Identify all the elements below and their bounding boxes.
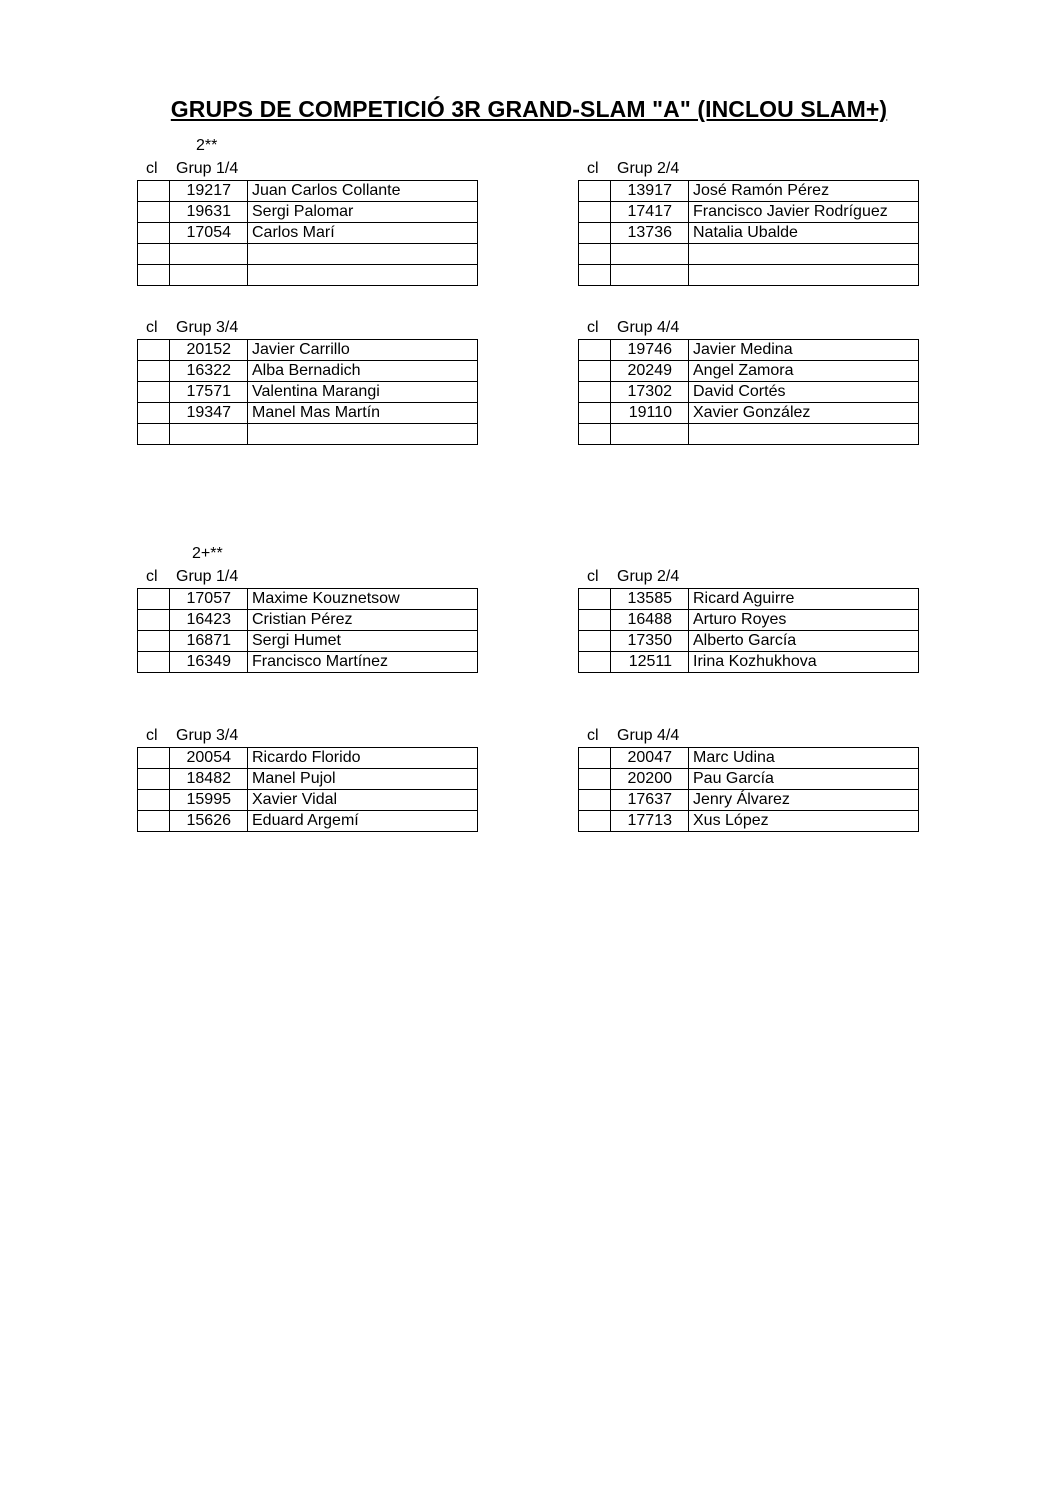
group-rows (137, 180, 478, 286)
group-name: Grup 2/4 (617, 568, 680, 585)
table-row (138, 181, 478, 202)
player-name: Francisco Javier Rodríguez (689, 202, 919, 223)
group-table (137, 566, 479, 673)
cl-cell (138, 403, 170, 424)
table-row (138, 790, 478, 811)
player-id: 13917 (611, 181, 689, 202)
player-name: Valentina Marangi (248, 382, 478, 403)
cl-cell (579, 361, 611, 382)
table-row (579, 202, 919, 223)
cl-cell (579, 631, 611, 652)
player-id: 16871 (170, 631, 248, 652)
cl-cell (138, 424, 170, 445)
player-id: 19746 (611, 340, 689, 361)
cl-cell (579, 811, 611, 832)
player-name: Alba Bernadich (248, 361, 478, 382)
group-rows (137, 339, 478, 445)
cl-cell (138, 589, 170, 610)
player-id: 19631 (170, 202, 248, 223)
group-name: Grup 4/4 (617, 319, 680, 336)
player-name (689, 424, 919, 445)
table-row (579, 652, 919, 673)
player-id: 15626 (170, 811, 248, 832)
group-table (137, 158, 479, 286)
player-name: Francisco Martínez (248, 652, 478, 673)
group-rows (578, 180, 919, 286)
player-id (170, 265, 248, 286)
cl-cell (138, 631, 170, 652)
cl-header: cl (587, 568, 599, 585)
player-id: 20200 (611, 769, 689, 790)
player-name: David Cortés (689, 382, 919, 403)
cl-cell (579, 265, 611, 286)
player-name: Arturo Royes (689, 610, 919, 631)
cl-cell (138, 748, 170, 769)
cl-cell (579, 340, 611, 361)
group-rows (578, 339, 919, 445)
player-name: José Ramón Pérez (689, 181, 919, 202)
cl-cell (138, 361, 170, 382)
cl-cell (579, 769, 611, 790)
player-id: 17637 (611, 790, 689, 811)
player-name: Natalia Ubalde (689, 223, 919, 244)
player-name: Manel Pujol (248, 769, 478, 790)
table-row (579, 589, 919, 610)
cl-cell (579, 244, 611, 265)
player-name: Maxime Kouznetsow (248, 589, 478, 610)
player-id: 20047 (611, 748, 689, 769)
cl-cell (579, 610, 611, 631)
group-name: Grup 3/4 (176, 727, 239, 744)
table-row (138, 424, 478, 445)
player-name: Carlos Marí (248, 223, 478, 244)
player-id: 13736 (611, 223, 689, 244)
player-id: 17713 (611, 811, 689, 832)
cl-cell (579, 652, 611, 673)
cl-cell (579, 589, 611, 610)
cl-cell (579, 403, 611, 424)
player-id: 19217 (170, 181, 248, 202)
cl-header: cl (587, 319, 599, 336)
group-name: Grup 4/4 (617, 727, 680, 744)
player-name: Xavier González (689, 403, 919, 424)
cl-cell (138, 382, 170, 403)
cl-header: cl (146, 727, 158, 744)
player-id: 17057 (170, 589, 248, 610)
table-row (138, 202, 478, 223)
player-name: Angel Zamora (689, 361, 919, 382)
table-row (579, 340, 919, 361)
group-name: Grup 2/4 (617, 160, 680, 177)
cl-cell (579, 790, 611, 811)
table-row (579, 403, 919, 424)
player-id: 16423 (170, 610, 248, 631)
cl-cell (138, 202, 170, 223)
table-row (579, 769, 919, 790)
table-row (138, 610, 478, 631)
table-row (579, 181, 919, 202)
player-id (170, 244, 248, 265)
table-row (138, 811, 478, 832)
player-name: Juan Carlos Collante (248, 181, 478, 202)
cl-cell (579, 202, 611, 223)
table-row (579, 265, 919, 286)
table-row (138, 652, 478, 673)
section-label: 2** (196, 137, 218, 154)
player-id: 17302 (611, 382, 689, 403)
player-id: 16488 (611, 610, 689, 631)
cl-header: cl (146, 319, 158, 336)
player-name: Irina Kozhukhova (689, 652, 919, 673)
table-row (138, 265, 478, 286)
cl-cell (138, 610, 170, 631)
group-rows (137, 747, 478, 832)
table-row (579, 748, 919, 769)
player-name (689, 244, 919, 265)
player-name (248, 265, 478, 286)
table-row (138, 769, 478, 790)
player-id: 20152 (170, 340, 248, 361)
cl-cell (579, 223, 611, 244)
table-row (138, 403, 478, 424)
cl-header: cl (587, 160, 599, 177)
player-name: Marc Udina (689, 748, 919, 769)
player-id: 17571 (170, 382, 248, 403)
cl-cell (579, 382, 611, 403)
group-table (578, 725, 920, 832)
group-rows (578, 747, 919, 832)
cl-cell (138, 181, 170, 202)
cl-cell (138, 223, 170, 244)
cl-cell (138, 652, 170, 673)
table-row (138, 382, 478, 403)
table-row (579, 811, 919, 832)
table-row (579, 631, 919, 652)
player-id: 13585 (611, 589, 689, 610)
group-table (137, 317, 479, 445)
table-row (579, 382, 919, 403)
group-name: Grup 3/4 (176, 319, 239, 336)
cl-cell (138, 244, 170, 265)
player-name: Manel Mas Martín (248, 403, 478, 424)
cl-cell (138, 790, 170, 811)
player-id: 15995 (170, 790, 248, 811)
cl-cell (579, 424, 611, 445)
player-id: 17417 (611, 202, 689, 223)
player-id: 20249 (611, 361, 689, 382)
group-table (578, 158, 920, 286)
player-name: Javier Medina (689, 340, 919, 361)
table-row (579, 244, 919, 265)
table-row (138, 748, 478, 769)
player-id: 17054 (170, 223, 248, 244)
table-row (138, 340, 478, 361)
player-id: 16322 (170, 361, 248, 382)
player-name: Eduard Argemí (248, 811, 478, 832)
player-id: 19347 (170, 403, 248, 424)
cl-cell (138, 769, 170, 790)
table-row (138, 223, 478, 244)
table-row (138, 361, 478, 382)
player-id (611, 244, 689, 265)
cl-cell (138, 811, 170, 832)
table-row (579, 790, 919, 811)
table-row (579, 424, 919, 445)
table-row (138, 589, 478, 610)
table-row (579, 610, 919, 631)
player-name: Xus López (689, 811, 919, 832)
player-name (248, 424, 478, 445)
cl-cell (579, 748, 611, 769)
cl-cell (138, 340, 170, 361)
player-id: 12511 (611, 652, 689, 673)
table-row (579, 361, 919, 382)
player-id: 16349 (170, 652, 248, 673)
group-name: Grup 1/4 (176, 160, 239, 177)
table-row (579, 223, 919, 244)
group-table (578, 317, 920, 445)
player-id (170, 424, 248, 445)
player-name (689, 265, 919, 286)
page-title: GRUPS DE COMPETICIÓ 3R GRAND-SLAM "A" (INCLOU SLAM+) (170, 96, 888, 122)
group-table (578, 566, 920, 673)
player-name: Javier Carrillo (248, 340, 478, 361)
player-name: Ricard Aguirre (689, 589, 919, 610)
player-name: Sergi Palomar (248, 202, 478, 223)
player-id: 17350 (611, 631, 689, 652)
cl-cell (579, 181, 611, 202)
table-row (138, 631, 478, 652)
player-id (611, 424, 689, 445)
cl-header: cl (146, 568, 158, 585)
section-label: 2+** (192, 545, 223, 562)
player-name: Pau García (689, 769, 919, 790)
player-name: Sergi Humet (248, 631, 478, 652)
player-name: Cristian Pérez (248, 610, 478, 631)
table-row (138, 244, 478, 265)
player-name: Jenry Álvarez (689, 790, 919, 811)
cl-header: cl (146, 160, 158, 177)
player-name: Xavier Vidal (248, 790, 478, 811)
player-name: Ricardo Florido (248, 748, 478, 769)
player-id: 18482 (170, 769, 248, 790)
player-name: Alberto García (689, 631, 919, 652)
cl-cell (138, 265, 170, 286)
player-id (611, 265, 689, 286)
group-rows (578, 588, 919, 673)
player-id: 19110 (611, 403, 689, 424)
player-id: 20054 (170, 748, 248, 769)
player-name (248, 244, 478, 265)
cl-header: cl (587, 727, 599, 744)
group-name: Grup 1/4 (176, 568, 239, 585)
group-rows (137, 588, 478, 673)
group-table (137, 725, 479, 832)
